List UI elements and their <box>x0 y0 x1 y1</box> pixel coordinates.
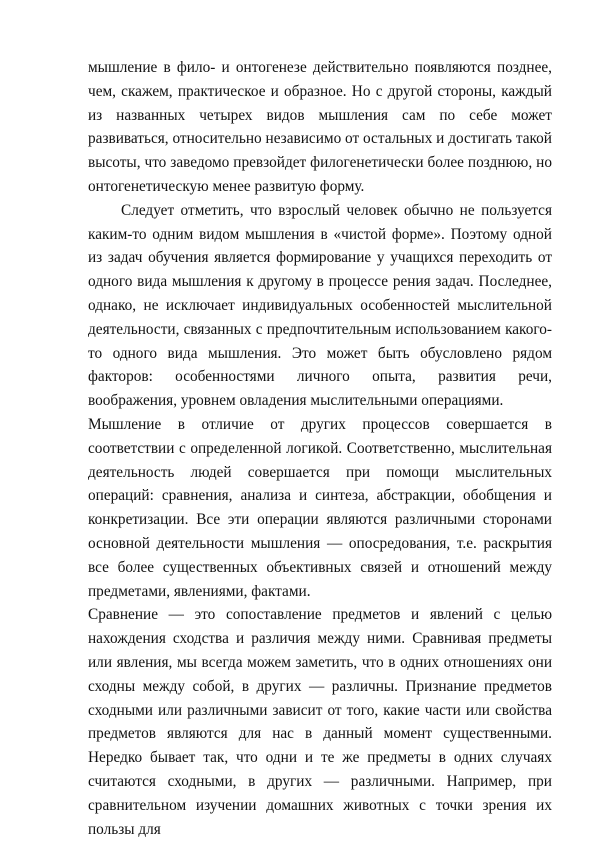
paragraph-continuation: мышление в фило- и онтогенезе действительно появляются позднее, чем, скажем, практическое и образное. Но с другой стороны, каждый из названных четырех видов мышления сам по себе может развиваться, относительно независимо от остальных и достигать такой высоты, что заведомо превзойдет филогенетически более позднюю, но онтогенетическую менее развитую форму. <box>88 59 552 195</box>
paragraph-comparison: Сравнение — это сопоставление предметов и явлений с целью нахождения сходства и различия между ними. Сравнивая предметы или явления, мы всегда можем заметить, что в одних отношениях они сходны между собой, в других — различны. Признание предметов сходными или различными зависит от того, какие части или свойства предметов являются для нас в данный момент существенными. Нередко бывает так, что одни и те же предметы в одних случаях считаются сходными, в других — различными. Например, при сравнительном изучении домашних животных с точки зрения их пользы для <box>88 606 552 838</box>
paragraph-thinking-operations: Мышление в отличие от других процессов совершается в соответствии с определенной логикой. Соответственно, мыслительная деятельность людей совершается при помощи мыслительных операций: сравнения, анализа и синтеза, абстракции, обобщения и конкретизации. Все эти операции являются различными сторонами основной деятельности мышления — опосредования, т.е. раскрытия все более существенных объективных связей и отношений между предметами, явлениями, фактами. <box>88 415 552 600</box>
body-text <box>88 56 552 841</box>
paragraph-thinking-forms: Следует отметить, что взрослый человек обычно не пользуется каким-то одним видом мышления в «чистой форме». Поэтому одной из задач обучения является формирование у учащихся переходить от одного вида мышления к другому в процессе рения задач. Последнее, однако, не исключает индивидуальных особенностей мыслительной деятельности, связанных с предпочтительным использованием какого-то одного вида мышления. Это может быть обусловлено рядом факторов: особенностями личного опыта, развития речи, воображения, уровнем овладения мыслительными операциями. <box>88 201 552 410</box>
